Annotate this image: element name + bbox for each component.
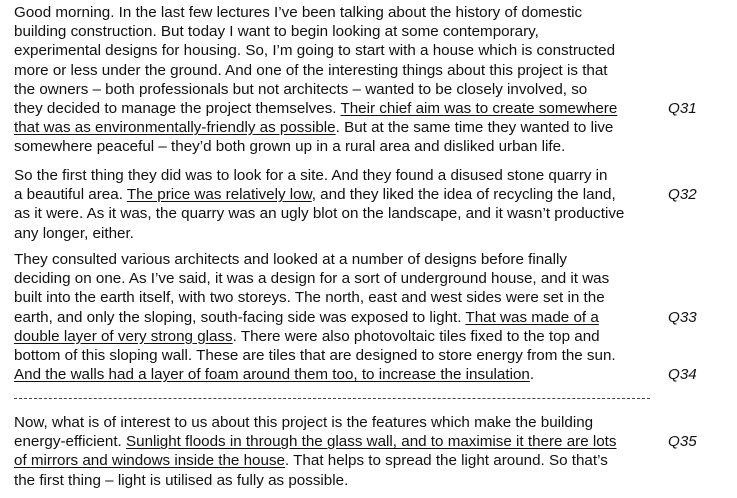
text-line (14, 451, 664, 470)
text-line: experimental designs for housing. So, I’m going to start with a house which is constructed (14, 42, 616, 60)
text-line (14, 365, 664, 384)
text-segment: energy-efficient. (14, 433, 127, 451)
question-marker-q33: Q33 (668, 309, 697, 326)
question-marker-q35: Q35 (668, 433, 697, 450)
text-segment: . There were also photovoltaic tiles fixed to the top and (232, 327, 600, 345)
paragraph-2 (14, 166, 664, 243)
text-line: Good morning. In the last few lectures I’ve been talking about the history of domestic (14, 4, 583, 21)
text-line: built into the earth itself, with two storeys. The north, east and west sides were set in the (14, 289, 605, 307)
underlined-answer-text: of mirrors and windows inside the house (14, 452, 285, 470)
underlined-answer-text: Sunlight floods in through the glass wall, and to maximise it there are lots (126, 433, 617, 451)
question-marker-q32: Q32 (668, 186, 697, 203)
text-line (14, 308, 664, 327)
text-line: the first thing – light is utilised as fully as possible. (14, 471, 349, 489)
underlined-answer-text: The price was relatively low (126, 186, 312, 204)
question-marker-q34: Q34 (668, 366, 697, 383)
text-line: any longer, either. (14, 224, 134, 242)
text-line (14, 118, 664, 137)
text-segment: . That helps to spread the light around. So that’s (284, 452, 608, 470)
text-line: They consulted various architects and looked at a number of designs before finally (14, 251, 567, 268)
text-line: more or less under the ground. And one of the interesting things about this project is that (14, 61, 608, 79)
underlined-answer-text: Their chief aim was to create somewhere (340, 99, 618, 117)
text-line (14, 185, 664, 204)
text-line: Now, what is of interest to us about this project is the features which make the building (14, 414, 594, 431)
text-line: somewhere peaceful – they’d both grown up in a rural area and disliked urban life. (14, 138, 566, 156)
text-segment: earth, and only the sloping, south-facing side was exposed to light. (14, 308, 466, 326)
text-segment: , and they liked the idea of recycling the land, (311, 186, 616, 204)
text-line: the owners – both professionals but not architects – wanted to be closely involved, so (14, 80, 588, 98)
text-line (14, 432, 664, 451)
text-line (14, 327, 664, 346)
paragraph-4 (14, 413, 664, 490)
text-line: bottom of this sloping wall. These are tiles that are designed to store energy from the sun. (14, 346, 616, 364)
section-divider (14, 398, 650, 399)
paragraph-1 (14, 3, 664, 157)
text-segment: . But at the same time they wanted to live (335, 119, 614, 137)
paragraph-3 (14, 250, 664, 384)
underlined-answer-text: That was made of a (465, 308, 599, 326)
text-segment: they decided to manage the project themselves. (14, 99, 341, 117)
underlined-answer-text: that was as environmentally-friendly as possible (14, 119, 336, 137)
underlined-answer-text: And the walls had a layer of foam around them too, to increase the insulation (14, 366, 530, 384)
question-marker-q31: Q31 (668, 100, 697, 117)
text-segment: a beautiful area. (14, 186, 127, 204)
text-line: as it were. As it was, the quarry was an ugly blot on the landscape, and it wasn’t productive (14, 205, 625, 223)
text-line: deciding on one. As I’ve said, it was a design for a sort of underground house, and it was (14, 270, 610, 288)
underlined-answer-text: double layer of very strong glass (14, 327, 233, 345)
text-line: So the first thing they did was to look for a site. And they found a disused stone quarry in (14, 167, 608, 184)
text-line (14, 99, 664, 118)
text-segment: . (529, 366, 535, 384)
text-line: building construction. But today I want to begin looking at some contemporary, (14, 23, 539, 41)
